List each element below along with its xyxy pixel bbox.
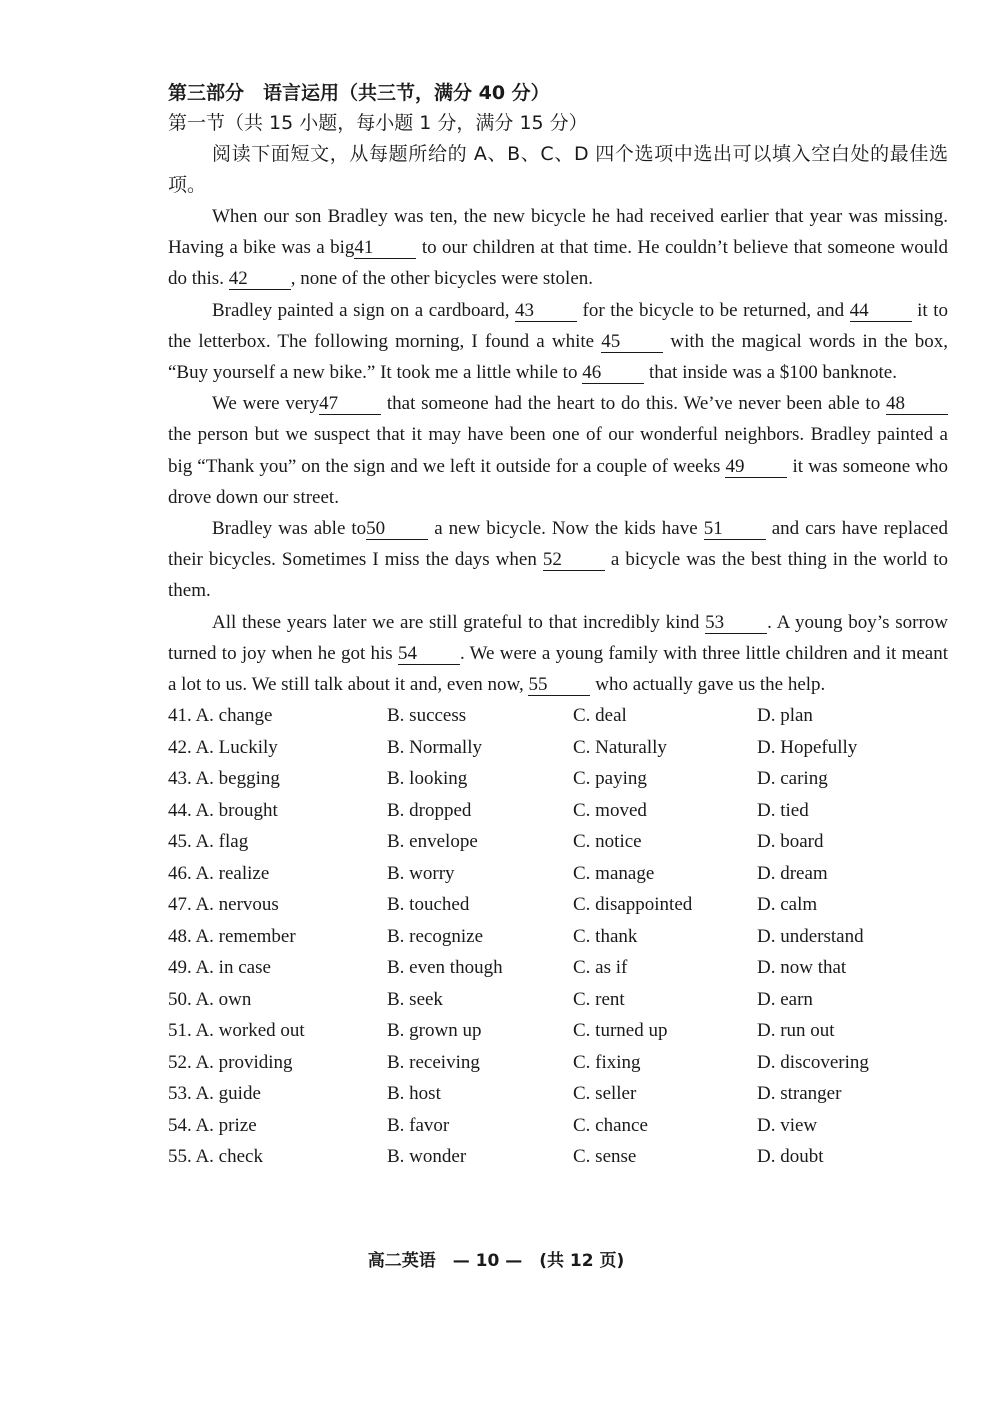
answer-blank: 49: [725, 457, 787, 478]
option-a: 41. A. change: [168, 705, 273, 726]
section-title: 第一节（共 15 小题，每小题 1 分，满分 15 分）: [168, 112, 588, 134]
option-c: C. fixing: [573, 1051, 641, 1073]
passage-text: it to the letterbox. The following morning, I found a white: [168, 299, 949, 352]
passage-text: Bradley painted a sign on a cardboard,: [212, 299, 515, 321]
answer-blank: 51: [704, 519, 766, 540]
passage-paragraph: [168, 295, 948, 389]
passage-paragraph: [168, 513, 948, 607]
question-row: [168, 921, 948, 953]
option-b: B. host: [387, 1083, 441, 1104]
answer-blank: 46: [582, 363, 644, 384]
answer-blank: 48: [886, 394, 948, 415]
option-b: B. Normally: [387, 736, 482, 758]
option-c: C. seller: [573, 1083, 637, 1104]
question-row: [168, 700, 948, 732]
page-footer: 高二英语 — 10 — (共 12 页): [367, 1251, 625, 1271]
option-b: B. even though: [387, 957, 503, 978]
passage-text: for the bicycle to be returned, and: [577, 299, 850, 321]
option-b: B. looking: [387, 768, 468, 789]
option-d: D. dream: [757, 862, 828, 884]
question-row: [168, 763, 948, 795]
option-c: C. rent: [573, 988, 625, 1010]
exam-page: [168, 78, 948, 1173]
answer-blank: 41: [354, 238, 416, 259]
option-a: 45. A. flag: [168, 831, 249, 852]
passage-text: Bradley was able to: [212, 518, 367, 540]
option-d: D. stranger: [757, 1083, 842, 1104]
option-a: 49. A. in case: [168, 957, 271, 978]
option-a: 42. A. Luckily: [168, 736, 278, 758]
passage-text: with the magical words in the box, “Buy yourself a new bike.” It took me a little while to: [168, 330, 948, 384]
option-b: B. favor: [387, 1114, 450, 1136]
option-b: B. dropped: [387, 799, 472, 821]
passage-text: a new bicycle. Now the kids have: [428, 518, 704, 540]
option-a: 52. A. providing: [168, 1051, 293, 1073]
option-b: B. grown up: [387, 1020, 482, 1041]
question-row: [168, 984, 948, 1016]
answer-blank: 52: [543, 550, 605, 571]
question-row: [168, 889, 948, 921]
question-row: [168, 952, 948, 984]
option-d: D. calm: [757, 894, 818, 915]
option-a: 54. A. prize: [168, 1114, 257, 1136]
option-d: D. plan: [757, 705, 813, 726]
option-a: 48. A. remember: [168, 925, 296, 947]
passage-text: , none of the other bicycles were stolen.: [290, 268, 594, 290]
option-d: D. caring: [757, 768, 828, 789]
passage-text: . A young boy’s sorrow turned to joy when he got his: [168, 611, 948, 664]
option-a: 46. A. realize: [168, 862, 270, 884]
question-row: [168, 858, 948, 890]
passage-paragraph: [168, 201, 948, 295]
answer-blank: 50: [366, 519, 428, 540]
option-c: C. thank: [573, 925, 638, 947]
option-c: C. Naturally: [573, 736, 667, 758]
answer-blank: 44: [850, 301, 912, 322]
option-b: B. receiving: [387, 1051, 480, 1073]
option-d: D. now that: [757, 957, 847, 978]
option-b: B. recognize: [387, 925, 484, 947]
option-a: 47. A. nervous: [168, 894, 279, 915]
option-b: B. wonder: [387, 1146, 467, 1167]
instruction: 阅读下面短文，从每题所给的 A、B、C、D 四个选项中选出可以填入空白处的最佳选项。: [168, 143, 948, 196]
option-a: 55. A. check: [168, 1146, 263, 1167]
option-c: C. deal: [573, 705, 627, 726]
option-d: D. run out: [757, 1020, 835, 1041]
answer-blank: 54: [398, 644, 460, 665]
option-b: B. seek: [387, 988, 443, 1010]
option-c: C. sense: [573, 1146, 637, 1167]
passage-text: it was someone who drove down our street.: [168, 455, 948, 508]
option-c: C. moved: [573, 799, 647, 821]
option-a: 51. A. worked out: [168, 1020, 305, 1041]
option-d: D. discovering: [757, 1051, 869, 1073]
option-d: D. Hopefully: [757, 736, 858, 758]
passage-text: that someone had the heart to do this. We’ve never been able to: [381, 393, 886, 415]
part-title: 第三部分 语言运用（共三节，满分 40 分）: [168, 82, 550, 104]
passage: [168, 201, 948, 700]
answer-blank: 42: [229, 269, 291, 290]
option-d: D. board: [757, 831, 824, 852]
option-b: B. envelope: [387, 831, 478, 852]
option-c: C. turned up: [573, 1020, 668, 1041]
option-c: C. paying: [573, 768, 647, 789]
option-b: B. touched: [387, 894, 470, 915]
option-d: D. understand: [757, 925, 864, 947]
option-d: D. earn: [757, 988, 813, 1010]
passage-text: We were very: [212, 393, 320, 415]
option-d: D. doubt: [757, 1146, 824, 1167]
question-row: [168, 795, 948, 827]
option-c: C. as if: [573, 957, 628, 978]
option-b: B. success: [387, 705, 467, 726]
option-c: C. chance: [573, 1114, 648, 1136]
passage-text: When our son Bradley was ten, the new bicycle he had received earlier that year was missing. Having a bike was a big: [168, 206, 948, 259]
option-a: 43. A. begging: [168, 768, 280, 789]
option-a: 53. A. guide: [168, 1083, 261, 1104]
answer-blank: 55: [528, 675, 590, 696]
question-row: [168, 1047, 948, 1079]
answer-blank: 43: [515, 301, 577, 322]
passage-paragraph: [168, 388, 948, 513]
question-row: [168, 826, 948, 858]
options-list: [168, 700, 948, 1173]
passage-text: that inside was a $100 banknote.: [644, 362, 897, 384]
option-d: D. tied: [757, 799, 809, 821]
question-row: [168, 1141, 948, 1173]
passage-text: who actually gave us the help.: [590, 674, 826, 696]
passage-text: to our children at that time. He couldn’t believe that someone would do this.: [168, 237, 948, 290]
passage-paragraph: [168, 607, 948, 701]
passage-text: a bicycle was the best thing in the world to them.: [168, 549, 948, 602]
option-a: 44. A. brought: [168, 799, 278, 821]
question-row: [168, 1078, 948, 1110]
passage-text: . We were a young family with three little children and it meant a lot to us. We still talk about it and, even now,: [168, 642, 948, 696]
answer-blank: 45: [601, 332, 663, 353]
passage-text: the person but we suspect that it may have been one of our wonderful neighbors. Bradley painted a big “Thank you” on the sign and we left it outside for a couple of weeks: [168, 424, 948, 477]
answer-blank: 47: [319, 394, 381, 415]
option-a: 50. A. own: [168, 988, 252, 1010]
option-c: C. notice: [573, 831, 642, 852]
question-row: [168, 1110, 948, 1142]
passage-text: and cars have replaced their bicycles. Sometimes I miss the days when: [168, 518, 948, 571]
option-c: C. manage: [573, 862, 655, 884]
option-d: D. view: [757, 1114, 818, 1136]
option-b: B. worry: [387, 862, 455, 884]
question-row: [168, 732, 948, 764]
answer-blank: 53: [705, 613, 767, 634]
question-row: [168, 1015, 948, 1047]
passage-text: All these years later we are still grateful to that incredibly kind: [212, 611, 706, 633]
option-c: C. disappointed: [573, 894, 693, 915]
